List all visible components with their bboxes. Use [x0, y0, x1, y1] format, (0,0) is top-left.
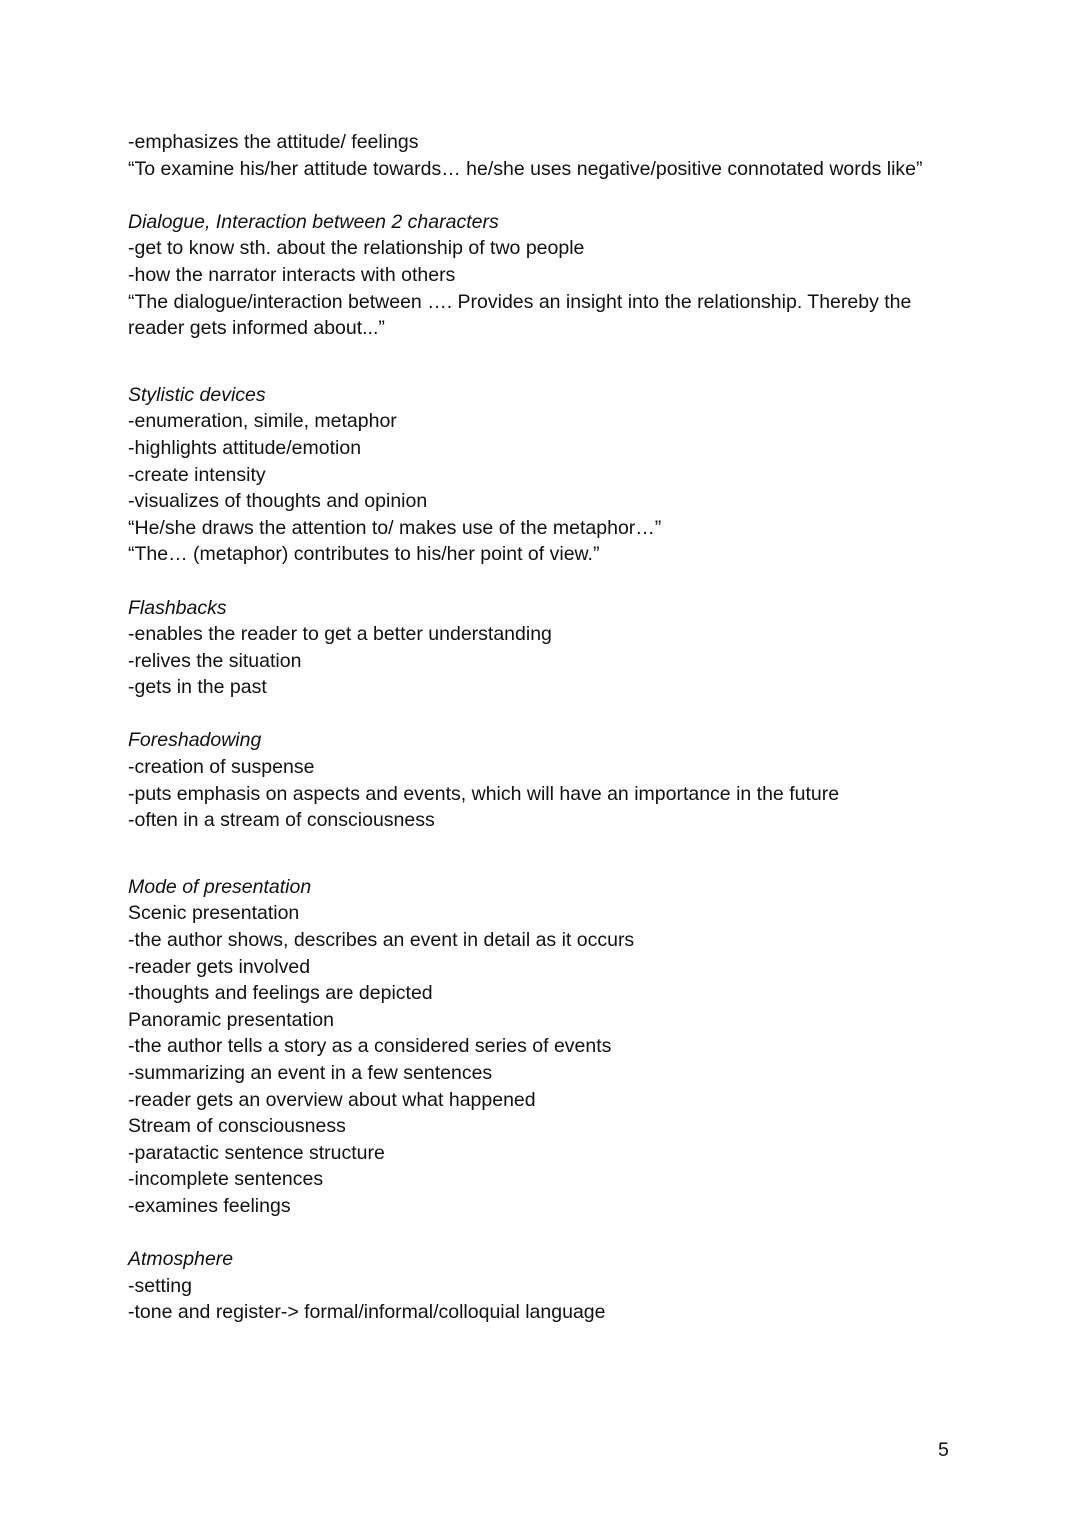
- list-item: -emphasizes the attitude/ feelings: [128, 131, 419, 153]
- flashbacks-section: [128, 595, 958, 701]
- foreshadowing-section: [128, 727, 958, 833]
- list-item: -enables the reader to get a better understanding: [128, 623, 552, 646]
- atmosphere-section: [128, 1246, 958, 1326]
- list-item: -highlights attitude/emotion: [128, 436, 362, 459]
- list-item: -examines feelings: [128, 1194, 291, 1217]
- list-item: -the author shows, describes an event in detail as it occurs: [128, 929, 635, 952]
- example-quote: “The dialogue/interaction between …. Provides an insight into the relationship. Thereby the reader gets informed about...”: [128, 290, 912, 340]
- section-heading-stylistic-devices: Stylistic devices: [128, 383, 266, 406]
- list-item: -often in a stream of consciousness: [128, 809, 435, 832]
- list-item: -relives the situation: [128, 649, 302, 672]
- subheading: Stream of consciousness: [128, 1115, 346, 1138]
- subheading: Scenic presentation: [128, 902, 300, 925]
- list-item: -setting: [128, 1274, 192, 1297]
- section-heading-atmosphere: Atmosphere: [128, 1248, 234, 1271]
- section-heading-mode-of-presentation: Mode of presentation: [128, 875, 312, 898]
- page-content: [128, 129, 958, 1326]
- list-item: -incomplete sentences: [128, 1168, 324, 1191]
- section-heading-foreshadowing: Foreshadowing: [128, 729, 262, 752]
- stylistic-section: [128, 382, 958, 568]
- list-item: -visualizes of thoughts and opinion: [128, 490, 428, 513]
- list-item: -how the narrator interacts with others: [128, 263, 456, 286]
- subheading: Panoramic presentation: [128, 1008, 334, 1031]
- list-item: -create intensity: [128, 463, 266, 486]
- section-heading-dialogue: Dialogue, Interaction between 2 characters: [128, 210, 499, 233]
- dialogue-section: [128, 209, 958, 342]
- intro-section: [128, 129, 958, 182]
- list-item: -creation of suspense: [128, 756, 315, 779]
- list-item: -enumeration, simile, metaphor: [128, 410, 397, 433]
- mode-section: [128, 874, 958, 1220]
- list-item: -get to know sth. about the relationship of two people: [128, 237, 585, 260]
- list-item: -tone and register-> formal/informal/colloquial language: [128, 1301, 606, 1324]
- list-item: -reader gets involved: [128, 955, 311, 978]
- list-item: -puts emphasis on aspects and events, which will have an importance in the future: [128, 782, 840, 805]
- list-item: -gets in the past: [128, 676, 267, 699]
- list-item: -reader gets an overview about what happened: [128, 1088, 536, 1111]
- list-item: -paratactic sentence structure: [128, 1141, 385, 1164]
- page-number: 5: [938, 1439, 949, 1461]
- example-quote: “To examine his/her attitude towards… he/she uses negative/positive connotated words like”: [128, 157, 923, 180]
- list-item: -summarizing an event in a few sentences: [128, 1062, 493, 1084]
- example-quote: “The… (metaphor) contributes to his/her point of view.”: [128, 543, 600, 566]
- section-heading-flashbacks: Flashbacks: [128, 596, 227, 619]
- list-item: -thoughts and feelings are depicted: [128, 982, 433, 1005]
- example-quote: “He/she draws the attention to/ makes use of the metaphor…”: [128, 516, 662, 539]
- list-item: -the author tells a story as a considered series of events: [128, 1035, 612, 1058]
